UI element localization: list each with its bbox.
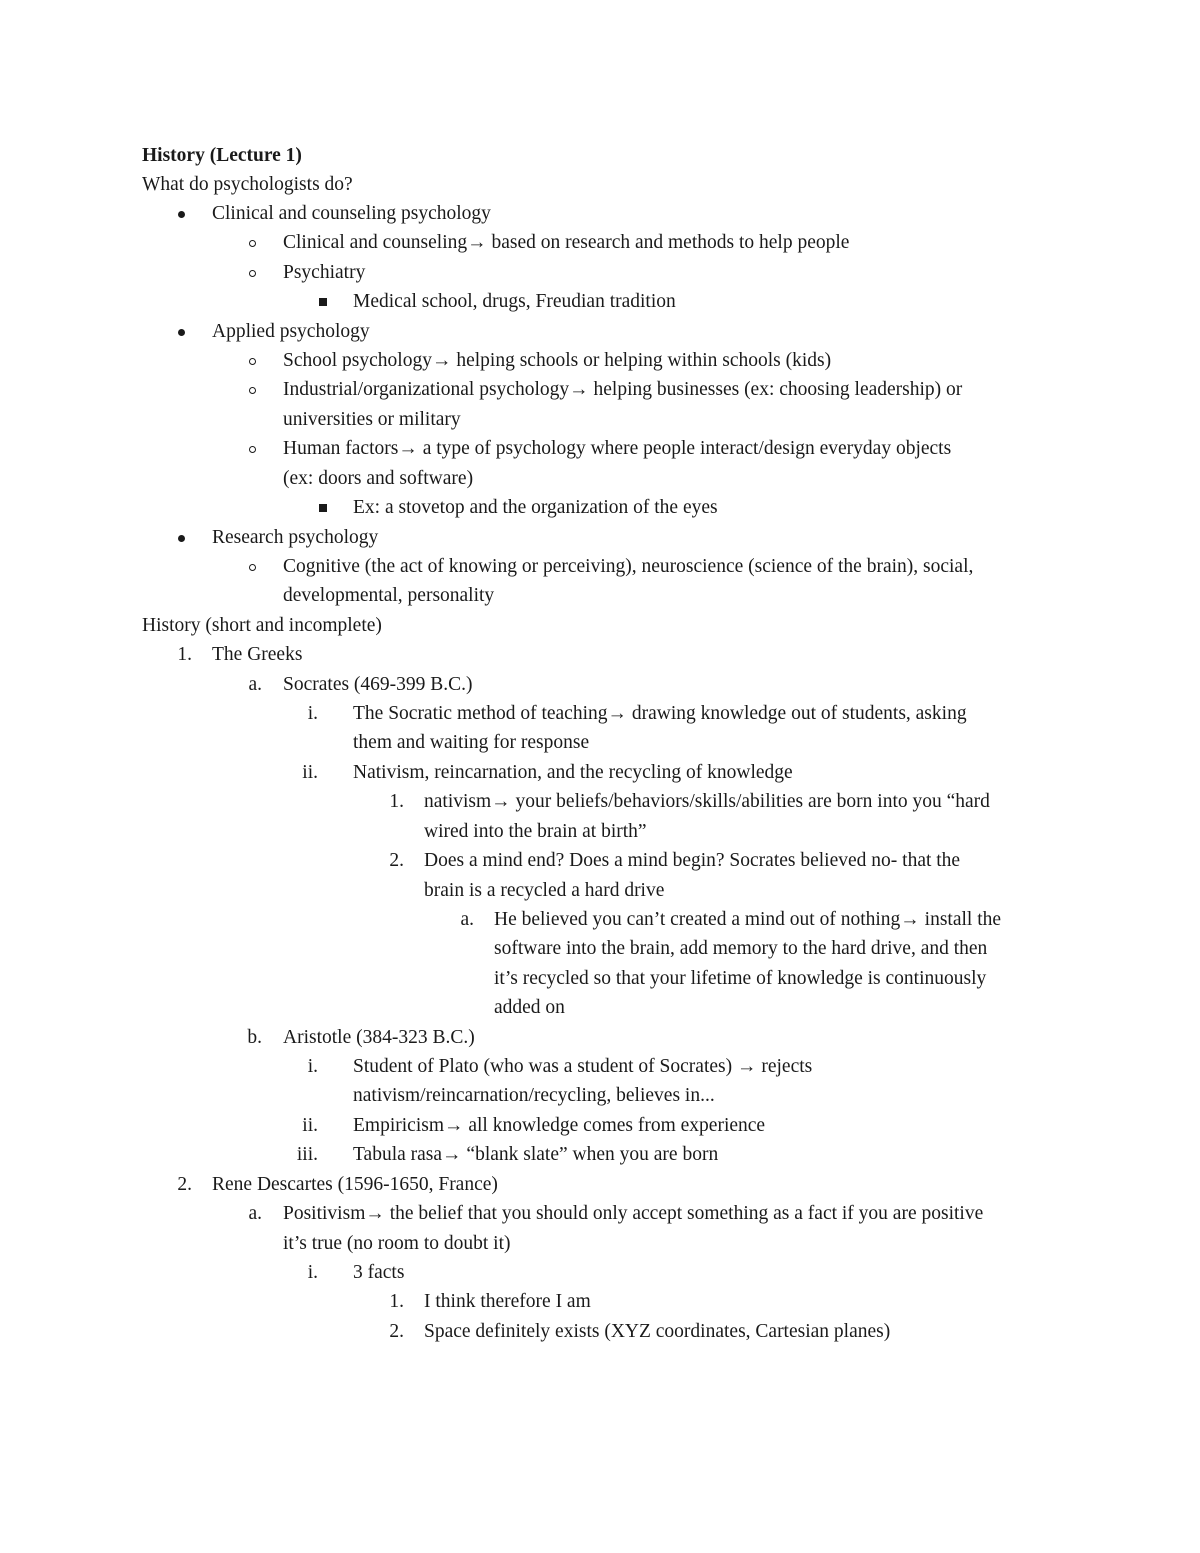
- list-item: Aristotle (384-323 B.C.): [283, 1027, 475, 1048]
- bullet-circle-icon: [245, 258, 259, 288]
- list-item: Clinical and counseling→ based on research and methods to help people: [283, 232, 850, 253]
- list-item: Empiricism→ all knowledge comes from experience: [353, 1115, 766, 1136]
- list-item: Does a mind end? Does a mind begin? Socrates believed no- that the: [424, 850, 961, 871]
- list-marker: a.: [460, 909, 474, 930]
- list-marker: i.: [307, 1262, 318, 1283]
- list-item: Ex: a stovetop and the organization of the eyes: [353, 497, 718, 518]
- bullet-circle-icon: [245, 434, 259, 464]
- list-item-continuation: it’s true (no room to doubt it): [283, 1233, 511, 1254]
- list-item: Cognitive (the act of knowing or perceiving), neuroscience (science of the brain), social,: [283, 556, 974, 577]
- list-item: Research psychology: [212, 527, 379, 548]
- list-item: School psychology→ helping schools or helping within schools (kids): [283, 350, 832, 371]
- list-marker: 1.: [389, 791, 404, 812]
- list-marker: i.: [307, 703, 318, 724]
- bullet-dot-icon: [174, 523, 188, 553]
- list-item-continuation: it’s recycled so that your lifetime of knowledge is continuously: [494, 968, 987, 989]
- list-item: The Greeks: [212, 644, 303, 665]
- list-item: Industrial/organizational psychology→ helping businesses (ex: choosing leadership) or: [283, 379, 963, 400]
- section-heading: History (short and incomplete): [142, 615, 382, 636]
- list-marker: 2.: [389, 850, 404, 871]
- list-item: Student of Plato (who was a student of Socrates) → rejects: [353, 1056, 813, 1077]
- list-marker: a.: [248, 674, 262, 695]
- list-item: The Socratic method of teaching→ drawing knowledge out of students, asking: [353, 703, 967, 724]
- list-item: Socrates (469-399 B.C.): [283, 674, 473, 695]
- lecture-title: History (Lecture 1): [142, 145, 302, 166]
- list-marker: 2.: [389, 1321, 404, 1342]
- bullet-circle-icon: [245, 228, 259, 258]
- list-marker: 2.: [177, 1174, 192, 1195]
- list-item: Space definitely exists (XYZ coordinates, Cartesian planes): [424, 1321, 891, 1342]
- list-item: I think therefore I am: [424, 1291, 591, 1312]
- list-item: Psychiatry: [283, 262, 366, 283]
- list-marker: ii.: [302, 762, 318, 783]
- bullet-circle-icon: [245, 375, 259, 405]
- list-item: Nativism, reincarnation, and the recycling of knowledge: [353, 762, 793, 783]
- list-item-continuation: brain is a recycled a hard drive: [424, 880, 665, 901]
- list-marker: ii.: [302, 1115, 318, 1136]
- bullet-square-icon: [316, 287, 330, 317]
- list-item-continuation: them and waiting for response: [353, 732, 590, 753]
- list-item: Applied psychology: [212, 321, 370, 342]
- list-item-continuation: wired into the brain at birth”: [424, 821, 647, 842]
- bullet-circle-icon: [245, 346, 259, 376]
- list-marker: 1.: [177, 644, 192, 665]
- list-marker: i.: [307, 1056, 318, 1077]
- list-item: Clinical and counseling psychology: [212, 203, 491, 224]
- list-item-continuation: universities or military: [283, 409, 461, 430]
- list-item: Rene Descartes (1596-1650, France): [212, 1174, 498, 1195]
- list-marker: b.: [247, 1027, 262, 1048]
- list-item-continuation: nativism/reincarnation/recycling, believes in...: [353, 1085, 715, 1106]
- bullet-dot-icon: [174, 317, 188, 347]
- bullet-dot-icon: [174, 199, 188, 229]
- list-item-continuation: developmental, personality: [283, 585, 495, 606]
- bullet-circle-icon: [245, 552, 259, 582]
- list-marker: a.: [248, 1203, 262, 1224]
- list-item: Positivism→ the belief that you should only accept something as a fact if you are positive: [283, 1203, 984, 1224]
- list-item: Human factors→ a type of psychology where people interact/design everyday objects: [283, 438, 952, 459]
- list-marker: 1.: [389, 1291, 404, 1312]
- list-marker: iii.: [296, 1144, 318, 1165]
- list-item-continuation: (ex: doors and software): [283, 468, 474, 489]
- list-item: He believed you can’t created a mind out of nothing→ install the: [494, 909, 1002, 930]
- list-item-continuation: added on: [494, 997, 565, 1018]
- list-item: nativism→ your beliefs/behaviors/skills/abilities are born into you “hard: [424, 791, 990, 812]
- bullet-square-icon: [316, 493, 330, 523]
- list-item-continuation: software into the brain, add memory to the hard drive, and then: [494, 938, 988, 959]
- question-line: What do psychologists do?: [142, 174, 353, 195]
- list-item: Tabula rasa→ “blank slate” when you are born: [353, 1144, 719, 1165]
- list-item: Medical school, drugs, Freudian tradition: [353, 291, 676, 312]
- list-item: 3 facts: [353, 1262, 405, 1283]
